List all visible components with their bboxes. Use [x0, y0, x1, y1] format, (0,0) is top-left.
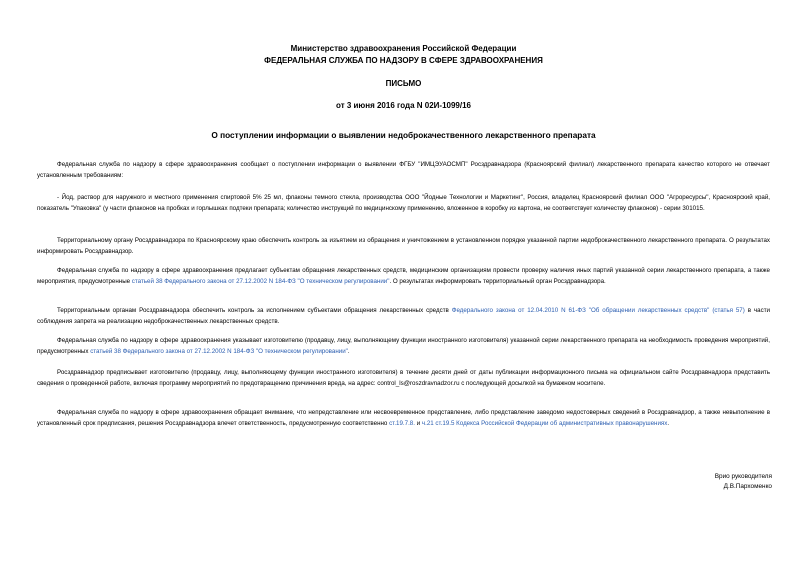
law-61-link[interactable]: Федерального закона от 12.04.2010 N 61-ФЗ "Об обращении лекарственных средств" — [451, 307, 710, 314]
paragraph-4-text-b: . О результатах информировать территориальный орган Росздравнадзора. — [389, 277, 606, 285]
article-19-7-8-link[interactable]: ст.19.7.8. — [389, 419, 415, 427]
article-19-5-part-21-link[interactable]: ч.21 ст.19.5 — [421, 419, 455, 427]
article-57-link[interactable]: (статья 57) — [712, 307, 745, 314]
paragraph-3: Территориальному органу Росздравнадзора по Красноярскому краю обеспечить контроль за изъятием из обращения и уничтожением в установленном порядке указанной партии недоброкачественного лекарственного препарата. О результатах информировать Росздравнадзор. — [37, 237, 770, 255]
paragraph-6 — [37, 336, 770, 357]
service-heading: ФЕДЕРАЛЬНАЯ СЛУЖБА ПО НАДЗОРУ В СФЕРЕ ЗДРАВООХРАНЕНИЯ — [264, 56, 543, 65]
paragraph-8-text-b: . — [667, 419, 670, 427]
paragraph-4 — [37, 266, 770, 287]
law-184-article-38-link[interactable]: статьей 38 Федерального закона от 27.12.2002 N 184-ФЗ "О техническом регулировании" — [131, 277, 390, 285]
signature-position: Врио руководителя — [714, 473, 772, 480]
signature-name: Д.В.Пархоменко — [723, 483, 772, 490]
paragraph-8 — [37, 408, 770, 429]
doc-type-heading: ПИСЬМО — [385, 79, 422, 88]
paragraph-4-text-a: Федеральная служба по надзору в сфере здравоохранения предлагает субъектам обращения лекарственных средств, медицинским организациям провести проверку наличия иных партий указанной серии лекарственного препарата, а также мероприятия, предусмотренные — [37, 267, 770, 285]
paragraph-5 — [37, 306, 770, 327]
koap-rf-link[interactable]: Кодекса Российской Федерации об административных правонарушениях — [456, 419, 668, 427]
paragraph-5-text-b: в части соблюдения запрета на реализацию недоброкачественных лекарственных средств. — [37, 307, 770, 325]
paragraph-6-text-a: Федеральная служба по надзору в сфере здравоохранения указывает изготовителю (продавцу, лицу, выполняющему функции иностранного изготовителя) указанной серии лекарственного препарата на необходимость проведения мероприятий, предусмотренных — [37, 337, 770, 355]
paragraph-6-text-b: . — [347, 347, 350, 355]
paragraph-5-text-a: Территориальным органам Росздравнадзора обеспечить контроль за исполнением субъектами обращения лекарственных средств — [57, 307, 452, 314]
document-title: О поступлении информации о выявлении недоброкачественного лекарственного препарата — [211, 130, 596, 140]
law-184-article-38-link-2[interactable]: статьей 38 Федерального закона от 27.12.2002 N 184-ФЗ "О техническом регулировании" — [90, 347, 348, 355]
paragraph-7: Росздравнадзор предписывает изготовителю (продавцу, лицу, выполняющему функции иностранного изготовителя) в течение десяти дней от даты публикации информационного письма на официальном сайте Росздравнадзора представить сведения о проведенной работе, включая программу мероприятий по предотвращению причинения вреда, на адрес: control_ls@roszdravnadzor.ru с последующей досылкой на бумажном носителе. — [37, 369, 770, 387]
ministry-heading: Министерство здравоохранения Российской Федерации — [290, 44, 517, 53]
paragraph-2: - Йод, раствор для наружного и местного применения спиртовой 5% 25 мл, флаконы темного стекла, производства ООО "Йодные Технологии и Маркетинг", Россия, владелец Красноярский филиал ООО "Агроресурсы", Красноярский край, показатель "Упаковка" (у части флаконов на пробках и горлышках подтеки препарата; количество инструкций по медицинскому применению, вложенное в коробку из картона, не соответствует количеству флаконов) - серии 301015. — [37, 194, 770, 212]
date-number-heading: от 3 июня 2016 года N 02И-1099/16 — [336, 101, 471, 110]
paragraph-8-text-a: Федеральная служба по надзору в сфере здравоохранения обращает внимание, что непредставление или несвоевременное представление, либо представление заведомо недостоверных сведений в Росздравнадзор, а также невыполнение в установленный срок предписания, решения Росздравнадзора влечет ответственность, предусмотренную соответственно — [37, 409, 770, 427]
paragraph-1: Федеральная служба по надзору в сфере здравоохранения сообщает о поступлении информации о выявлении ФГБУ "ИМЦЭУАОСМП" Росздравнадзора (Красноярский филиал) лекарственного препарата качество которого не отвечает установленным требованиям: — [37, 161, 770, 179]
paragraph-8-and: и — [414, 419, 422, 427]
